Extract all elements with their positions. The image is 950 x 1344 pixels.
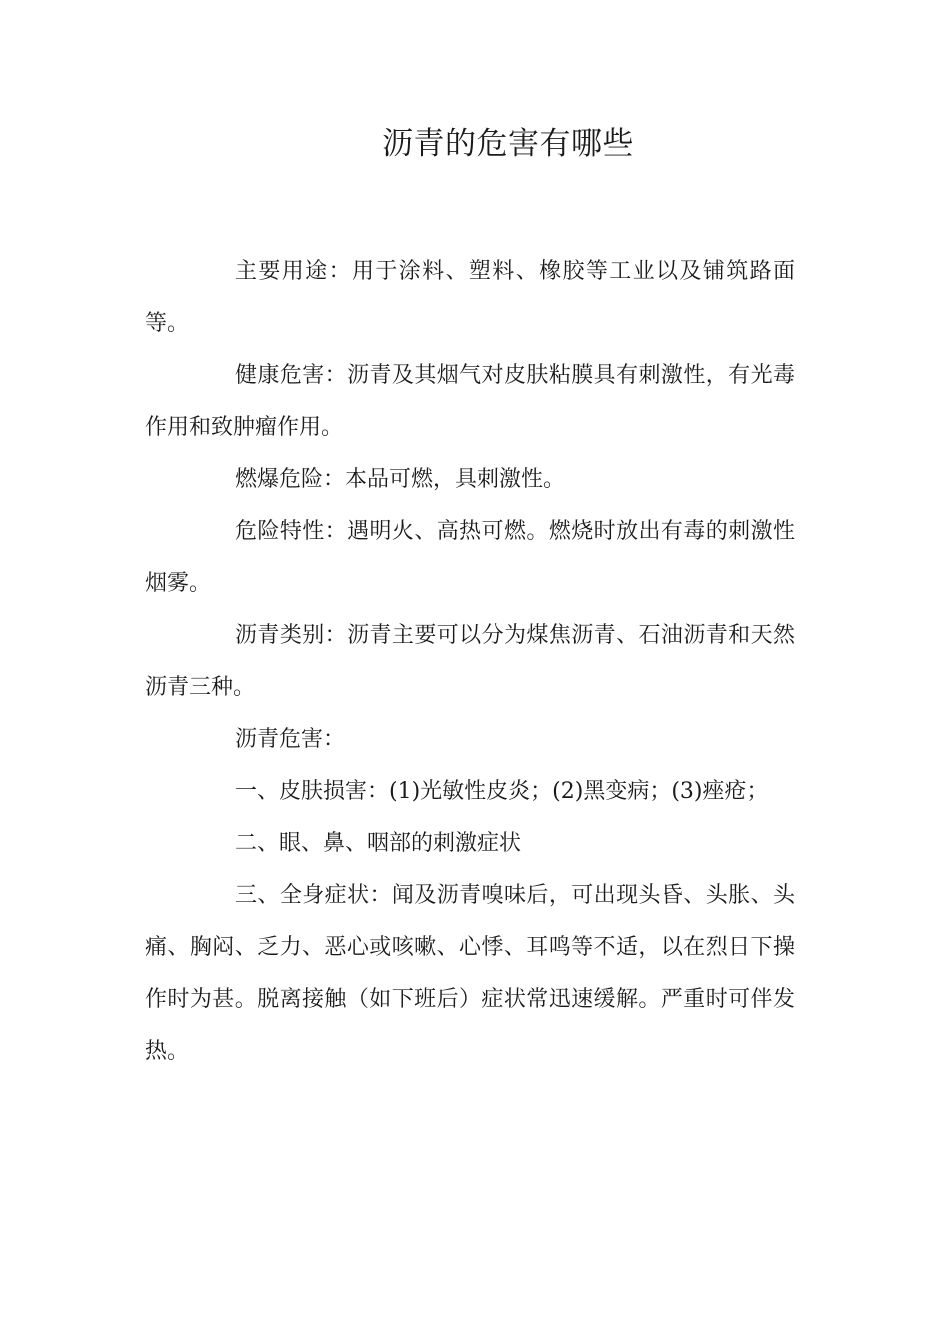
document-body: [145, 246, 795, 1078]
paragraph-systemic-symptoms: 三、全身症状：闻及沥青嗅味后，可出现头昏、头胀、头痛、胸闷、乏力、恶心或咳嗽、心悸、耳鸣等不适，以在烈日下操作时为甚。脱离接触（如下班后）症状常迅速缓解。严重时可伴发热。: [145, 883, 795, 1064]
document-title: 沥青的危害有哪些: [382, 126, 634, 162]
paragraph-fire-explosion-hazard: 燃爆危险：本品可燃，具刺激性。: [235, 467, 566, 492]
paragraph-asphalt-categories: 沥青类别：沥青主要可以分为煤焦沥青、石油沥青和天然沥青三种。: [145, 623, 795, 700]
paragraph-hazard-characteristics: 危险特性：遇明火、高热可燃。燃烧时放出有毒的刺激性烟雾。: [145, 519, 795, 596]
paragraph-irritation-symptoms: 二、眼、鼻、咽部的刺激症状: [235, 831, 522, 856]
paragraph-health-hazard: 健康危害：沥青及其烟气对皮肤粘膜具有刺激性，有光毒作用和致肿瘤作用。: [145, 363, 795, 440]
paragraph-asphalt-hazards-heading: 沥青危害：: [235, 727, 346, 752]
paragraph-skin-damage: 一、皮肤损害：(1)光敏性皮炎；(2)黑变病；(3)痤疮；: [235, 779, 769, 804]
paragraph-main-use: 主要用途：用于涂料、塑料、橡胶等工业以及铺筑路面等。: [145, 259, 795, 336]
